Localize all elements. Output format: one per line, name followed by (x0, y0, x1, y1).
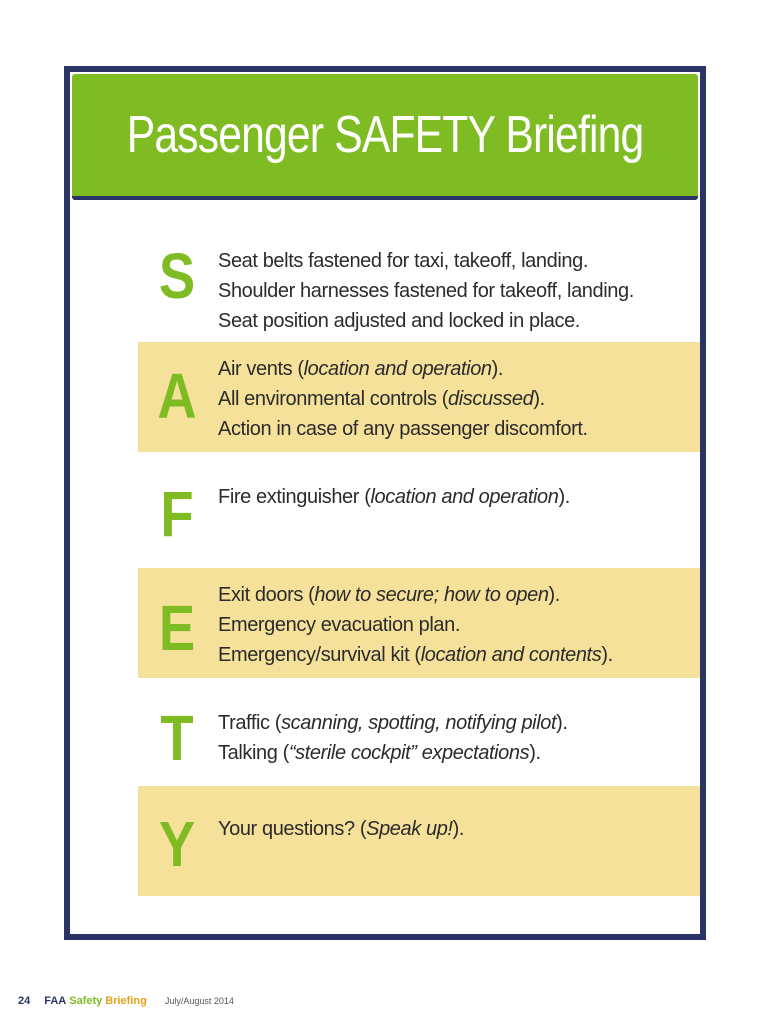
briefing-line-italic: discussed (448, 388, 534, 410)
briefing-line-text: Emergency/survival kit ( (218, 644, 421, 666)
briefing-line (218, 306, 692, 336)
briefing-line-italic: Speak up! (366, 818, 453, 840)
briefing-line (218, 482, 692, 512)
briefing-line-text: All environmental controls ( (218, 388, 449, 410)
briefing-line-text: ). (529, 742, 541, 764)
safety-briefing-card (64, 66, 706, 940)
publication-name-briefing: Briefing (105, 995, 147, 1007)
card-header (72, 74, 698, 200)
section-t (138, 682, 700, 792)
briefing-line-italic: “sterile cockpit” expectations (288, 742, 530, 764)
briefing-line-text: Shoulder harnesses fastened for takeoff, landing. (218, 280, 634, 302)
section-lines (218, 246, 692, 336)
briefing-line-text: Exit doors ( (218, 584, 315, 606)
briefing-line-text: Air vents ( (218, 358, 304, 380)
publication-name-faa: FAA (44, 995, 67, 1007)
section-lines (218, 708, 692, 768)
briefing-line-italic: how to secure; how to open (314, 584, 549, 606)
page-title: Passenger SAFETY Briefing (126, 106, 644, 164)
briefing-line-text: Seat belts fastened for taxi, takeoff, landing. (218, 250, 588, 272)
briefing-line (218, 814, 692, 844)
briefing-line (218, 246, 692, 276)
section-y (138, 786, 700, 896)
briefing-line (218, 738, 692, 768)
section-lines (218, 580, 692, 670)
page-footer (18, 992, 234, 1010)
briefing-line (218, 708, 692, 738)
briefing-line-text: Traffic ( (218, 712, 282, 734)
briefing-line-text: Talking ( (218, 742, 289, 764)
briefing-line-text: ). (533, 388, 545, 410)
section-s (138, 208, 700, 332)
section-lines (218, 814, 692, 844)
briefing-line-text: Emergency evacuation plan. (218, 614, 460, 636)
publication-name-safety: Safety (69, 995, 103, 1007)
briefing-line-text: ). (491, 358, 504, 380)
briefing-line-text: Your questions? ( (218, 818, 367, 840)
section-lines (218, 354, 692, 444)
section-e (138, 568, 700, 678)
briefing-line (218, 414, 692, 444)
briefing-line-text: ). (601, 644, 613, 666)
briefing-line-text: Seat position adjusted and locked in place. (218, 310, 580, 332)
issue-date: July/August 2014 (164, 996, 234, 1006)
briefing-line (218, 610, 692, 640)
briefing-line-italic: location and operation (370, 486, 559, 508)
briefing-line-text: ). (452, 818, 465, 840)
briefing-line-text: ). (548, 584, 560, 606)
briefing-line-text: Fire extinguisher ( (218, 486, 371, 508)
section-a (138, 342, 700, 452)
section-letter: T (160, 702, 194, 774)
section-letter: A (157, 360, 197, 432)
briefing-line-text: ). (558, 486, 570, 508)
briefing-line-italic: scanning, spotting, notifying pilot (281, 712, 557, 734)
briefing-line (218, 580, 692, 610)
briefing-line (218, 384, 692, 414)
briefing-line-text: ). (556, 712, 568, 734)
section-lines (218, 482, 692, 512)
section-letter: F (160, 478, 194, 550)
section-letter: E (158, 592, 196, 664)
briefing-line-italic: location and operation (303, 358, 492, 380)
section-f (138, 456, 700, 566)
briefing-line (218, 354, 692, 384)
briefing-line-italic: location and contents (420, 644, 602, 666)
page-number: 24 (18, 995, 31, 1007)
briefing-line-text: Action in case of any passenger discomfort. (218, 418, 588, 440)
briefing-line (218, 276, 692, 306)
section-letter: S (158, 240, 196, 312)
section-letter: Y (158, 808, 196, 880)
briefing-line (218, 640, 692, 670)
